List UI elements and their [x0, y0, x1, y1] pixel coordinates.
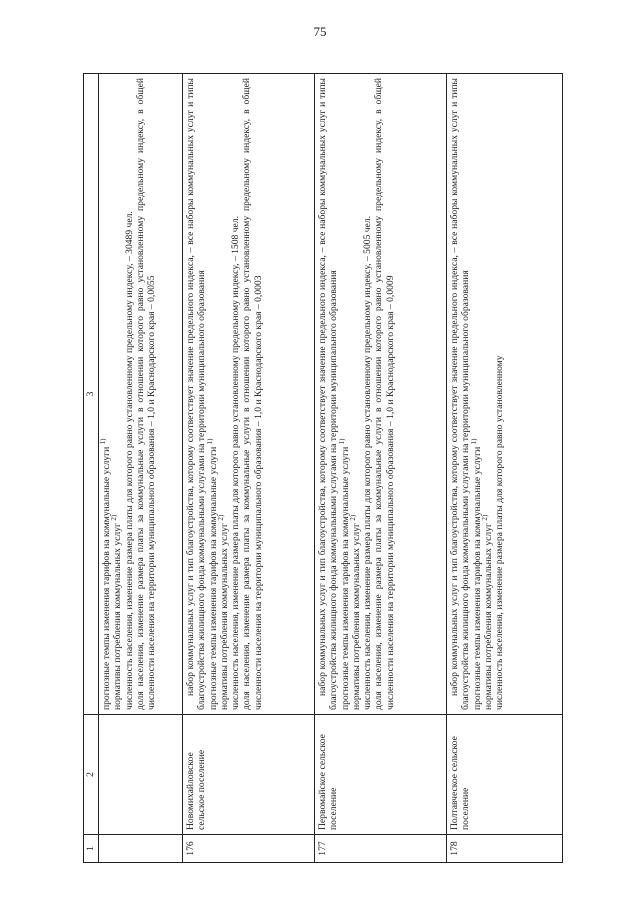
description-line [480, 78, 494, 710]
row-number-cell: 178 [447, 835, 563, 863]
footnote-marker: 1) [98, 438, 107, 445]
settlement-name-cell: Полтавческое сельское поселение [447, 715, 563, 835]
description-text: прогнозные темпы изменения тарифов на коммунальные услуги [207, 446, 219, 710]
row-number-cell [99, 835, 183, 863]
footnote-marker: 1) [337, 438, 346, 445]
data-table [83, 73, 563, 863]
footnote-marker: 2) [348, 514, 357, 521]
description-cell [99, 74, 183, 715]
rotated-table-wrapper [83, 73, 563, 863]
footnote-marker: 2) [480, 514, 489, 521]
description-line [337, 78, 351, 710]
table-row [99, 74, 183, 863]
description-line [241, 78, 264, 710]
description-line [98, 78, 112, 710]
row-number-cell: 177 [315, 835, 447, 863]
description-text: нормативы потребления коммунальных услуг [350, 523, 362, 710]
description-line [216, 78, 230, 710]
description-text: набор коммунальных услуг и тип благоустройства, которому соответствует значение предельного индекса, – все наборы коммунальных услуг и типы благоустройства жилищного фонда коммунальными услугами на территории муниципального образования [317, 78, 340, 710]
description-line [124, 78, 135, 710]
description-text: доля населения, изменение размера платы за коммунальные услуги в отношении которого равно установленному предельному индексу, в общей численности населения на территории муниципального образования – 1,0 и Краснодарского края – 0,0055 [134, 78, 158, 710]
description-text: прогнозные темпы изменения тарифов на коммунальные услуги [471, 446, 483, 710]
description-cell [447, 74, 563, 715]
settlement-name-cell: Первомайское сельское поселение [315, 715, 447, 835]
description-line [135, 78, 158, 710]
settlement-name-cell: Новомихайловское сельское поселение [183, 715, 315, 835]
footnote-marker: 2) [216, 514, 225, 521]
description-text: нормативы потребления коммунальных услуг [482, 523, 494, 710]
table-row [183, 74, 315, 863]
table-row [447, 74, 563, 863]
description-text: численность населения, изменение размера платы для которого равно установленному предельному индексу, – 1508 чел. [230, 216, 242, 710]
description-line [185, 78, 208, 710]
header-cell-1: 1 [84, 835, 99, 863]
table-landscape [83, 73, 563, 863]
page-number: 75 [313, 24, 327, 39]
footnote-marker: 1) [205, 438, 214, 445]
header-cell-2: 2 [84, 715, 99, 835]
description-text: набор коммунальных услуг и тип благоустройства, которому соответствует значение предельного индекса, – все наборы коммунальных услуг и типы благоустройства жилищного фонда коммунальными услугами на территории муниципального образования [449, 78, 472, 710]
description-cell [183, 74, 315, 715]
description-text: доля населения, изменение размера платы за коммунальные услуги в отношении которого равно установленному предельному индексу, в общей численности населения на территории муниципального образования – 1,0 и Краснодарского края – 0,0003 [241, 78, 264, 710]
description-text: численность населения, изменение размера платы для которого равно установленному [494, 355, 506, 710]
description-text: набор коммунальных услуг и тип благоустройства, которому соответствует значение предельного индекса, – все наборы коммунальных услуг и типы благоустройства жилищного фонда коммунальными услугами на территории муниципального образования [185, 78, 208, 710]
description-line [494, 78, 505, 710]
description-line [112, 78, 123, 710]
description-text: прогнозные темпы изменения тарифов на коммунальные услуги [101, 446, 112, 710]
footnote-marker: 1) [469, 438, 478, 445]
description-text: прогнозные темпы изменения тарифов на коммунальные услуги [339, 446, 351, 710]
description-line [317, 78, 340, 710]
description-line [348, 78, 362, 710]
table-row [315, 74, 447, 863]
description-line [230, 78, 241, 710]
description-text: численность населения, изменение размера платы для которого равно установленному предельному индексу, – 30489 чел. [123, 211, 135, 710]
description-line [205, 78, 219, 710]
description-line [362, 78, 373, 710]
header-cell-3: 3 [84, 74, 99, 715]
row-number-cell: 176 [183, 835, 315, 863]
table-body [84, 74, 563, 863]
description-text: нормативы потребления коммунальных услуг [218, 523, 230, 710]
description-text: нормативы потребления коммунальных услуг [112, 523, 124, 710]
description-line [373, 78, 396, 710]
table-header-row [84, 74, 99, 863]
description-text: доля населения, изменение размера платы за коммунальные услуги в отношении которого равно установленному предельному индексу, в общей численности населения на территории муниципального образования – 1,0 и Краснодарского края – 0,0009 [373, 78, 396, 710]
description-line [449, 78, 472, 710]
footnote-marker: 2) [110, 514, 119, 521]
settlement-name-cell [99, 715, 183, 835]
description-text: численность населения, изменение размера платы для которого равно установленному предельному индексу, – 5005 чел. [362, 216, 374, 710]
description-cell [315, 74, 447, 715]
description-line [469, 78, 483, 710]
